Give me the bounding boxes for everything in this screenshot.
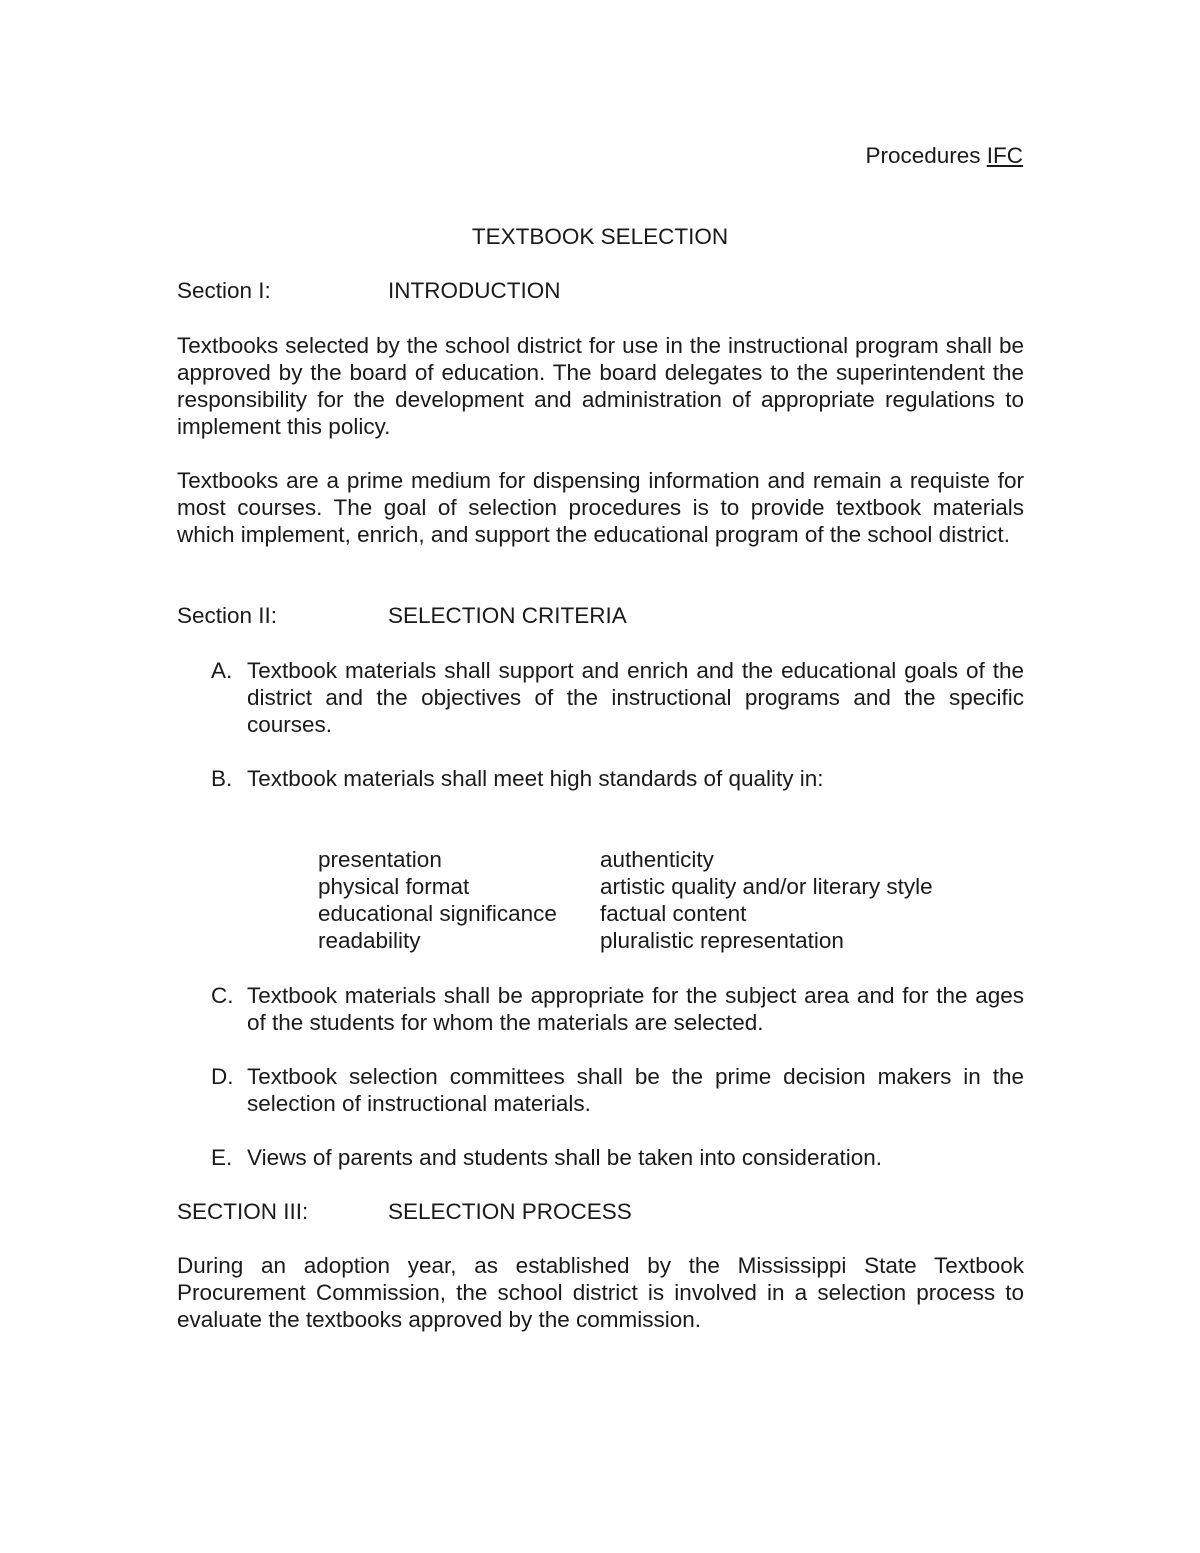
quality-list-left (318, 846, 557, 954)
item-letter: C. (211, 983, 234, 1008)
quality-list-right (600, 846, 933, 954)
criteria-item-c (211, 982, 1024, 1036)
section-1-name: INTRODUCTION (388, 278, 561, 303)
item-letter: B. (211, 766, 233, 791)
item-text: Textbook materials shall support and enrich and the educational goals of the district and the objectives of the instructional programs and the specific courses. (247, 658, 1024, 737)
criteria-item-b (211, 765, 1024, 792)
criteria-item-a (211, 657, 1024, 738)
section-3-label: SECTION III: (177, 1199, 309, 1224)
quality-item: educational significance (318, 901, 557, 926)
section-1-paragraph-1: Textbooks selected by the school district for use in the instructional program shall be approved by the board of education. The board delegates to the superintendent the responsibility for the development and administration of appropriate regulations to implement this policy. (177, 333, 1024, 439)
section-1-paragraph-2: Textbooks are a prime medium for dispensing information and remain a requiste for most courses. The goal of selection procedures is to provide textbook materials which implement, enrich, and support the educational program of the school district. (177, 468, 1024, 547)
quality-item: artistic quality and/or literary style (600, 874, 933, 899)
criteria-item-e (211, 1144, 1024, 1171)
quality-item: pluralistic representation (600, 928, 844, 953)
item-letter: A. (211, 658, 233, 683)
item-text: Views of parents and students shall be taken into consideration. (247, 1145, 882, 1170)
quality-item: presentation (318, 847, 442, 872)
header-prefix: Procedures (865, 143, 987, 168)
section-3-name: SELECTION PROCESS (388, 1199, 632, 1224)
quality-item: factual content (600, 901, 747, 926)
section-1-label: Section I: (177, 278, 271, 303)
quality-item: readability (318, 928, 421, 953)
page-title: TEXTBOOK SELECTION (471, 224, 729, 249)
item-letter: D. (211, 1064, 234, 1089)
header-code: IFC (986, 143, 1023, 168)
quality-item: physical format (318, 874, 470, 899)
section-3-paragraph-1: During an adoption year, as established by the Mississippi State Textbook Procurement Commission, the school district is involved in a selection process to evaluate the textbooks approved by the commission. (177, 1253, 1024, 1332)
item-text: Textbook materials shall meet high standards of quality in: (247, 766, 824, 791)
section-2-name: SELECTION CRITERIA (388, 603, 627, 628)
section-2-label: Section II: (177, 603, 278, 628)
item-letter: E. (211, 1145, 233, 1170)
criteria-item-d (211, 1063, 1024, 1117)
quality-item: authenticity (600, 847, 714, 872)
procedure-code-header (865, 142, 1023, 169)
item-text: Textbook materials shall be appropriate for the subject area and for the ages of the students for whom the materials are selected. (247, 983, 1024, 1035)
item-text: Textbook selection committees shall be the prime decision makers in the selection of instructional materials. (247, 1064, 1024, 1116)
